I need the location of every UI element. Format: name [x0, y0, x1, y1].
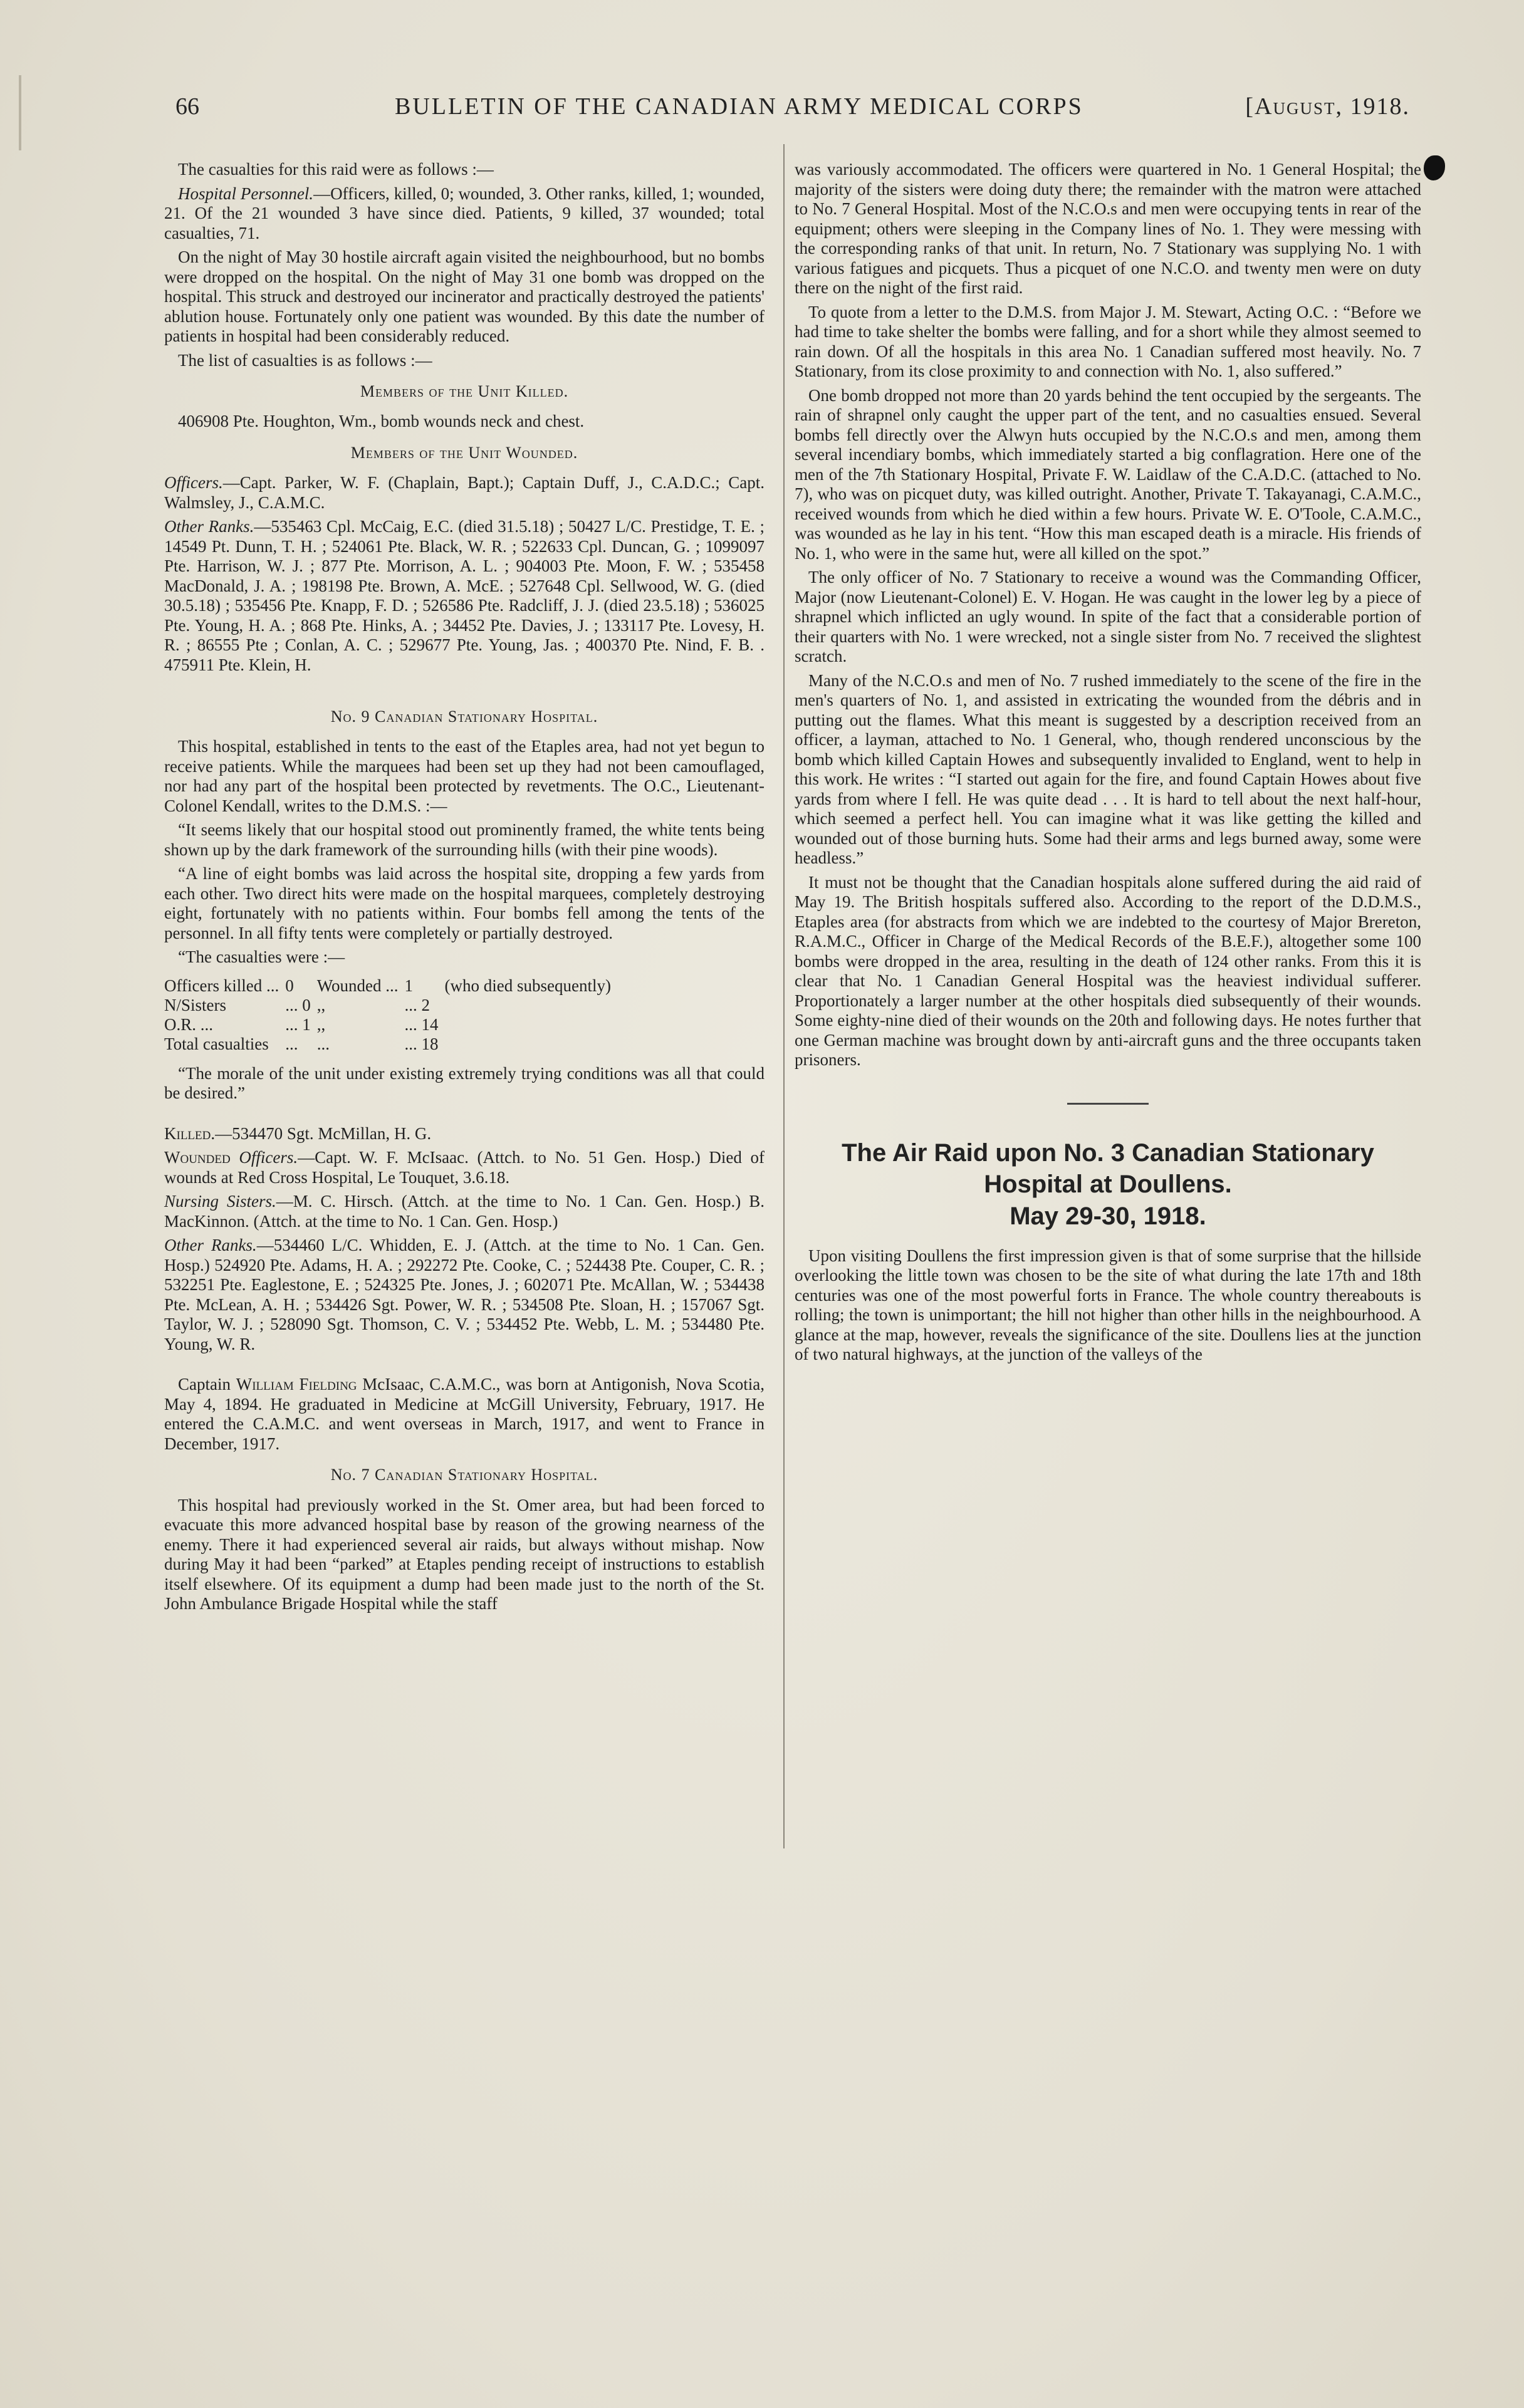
right-column [795, 160, 1421, 1369]
casualty-text: —Capt. W. F. McIsaac. (Attch. to No. 51 Gen. Hosp.) Died of wounds at Red Cross Hospital, Le Touquet, 3.6.18. [164, 1148, 765, 1187]
table-cell [445, 996, 617, 1015]
page-number: 66 [175, 93, 199, 120]
casualty-list [164, 1192, 765, 1231]
paragraph: It must not be thought that the Canadian hospitals alone suffered during the aid raid of May 19. The British hospitals suffered also. According to the report of the D.D.M.S., Etaples area (for abstracts from which we are indebted to the courtesy of Major Brereton, R.A.M.C., Officer in Charge of the Medical Records of the B.E.F.), altogether some 100 bombs were dropped in the area, resulting in the death of 124 other ranks. From this it is clear that No. 1 Canadian General Hospital was the heaviest individual sufferer. Proportionately a larger number at the other hospitals died subsequently of their wounds. Some eighty-nine died of their wounds on the 20th and following days. He notes further that one German machine was brought down by anti-aircraft guns and the three occupants taken prisoners. [795, 872, 1421, 1069]
table-cell: 1 [404, 976, 414, 995]
casualty-list [164, 1236, 765, 1354]
table-cell: Wounded ... [316, 976, 399, 995]
casualty-table [164, 976, 617, 1054]
column-rule [783, 144, 785, 1848]
table-cell: ... [285, 1034, 298, 1053]
section-heading: No. 9 Canadian Stationary Hospital. [330, 707, 598, 726]
left-column [164, 160, 765, 1618]
table-cell: ... 18 [404, 1034, 439, 1053]
paragraph [164, 184, 765, 244]
table-row [164, 976, 617, 996]
section-heading: Members of the Unit Killed. [360, 382, 569, 400]
casualty-text: —534470 Sgt. McMillan, H. G. [215, 1123, 432, 1143]
table-cell: Officers killed ... [164, 976, 279, 995]
run-in-heading: Killed. [164, 1123, 216, 1143]
run-in-heading: Nursing Sisters. [164, 1192, 276, 1211]
section-heading: Members of the Unit Wounded. [350, 443, 578, 462]
table-row [164, 1035, 617, 1054]
bio-prefix: Captain [178, 1375, 236, 1394]
biography-paragraph [164, 1375, 765, 1454]
table-cell: Total casualties [164, 1034, 269, 1053]
paragraph-text: —Officers, killed, 0; wounded, 3. Other ranks, killed, 1; wounded, 21. Of the 21 wounded 3 have since died. Patients, 9 killed, 37 wounded; total casualties, 71. [164, 184, 765, 242]
casualty-list [164, 1124, 765, 1144]
run-in-heading: Wounded [164, 1148, 239, 1167]
run-in-heading: Other Ranks. [164, 517, 254, 536]
paragraph: The casualties for this raid were as follows :— [178, 160, 494, 179]
issue-date: [August, 1918. [1245, 93, 1410, 120]
paragraph: To quote from a letter to the D.M.S. from Major J. M. Stewart, Acting O.C. : “Before we had time to take shelter the bombs were falling, and for a short while they almost seemed to rain down. Of all the hospitals in this area No. 1 Canadian suffered most heavily. No. 7 Stationary, from its close proximity to and connection with No. 1, also suffered.” [795, 302, 1421, 380]
casualty-text: —534460 L/C. Whidden, E. J. (Attch. at the time to No. 1 Can. Gen. Hosp.) 524920 Pte. Adams, H. A. ; 292272 Pte. Cooke, C. ; 524438 Pte. Couper, C. R. ; 532251 Pte. Eaglestone, E. ; 524325 Pte. Jones, J. ; 602071 Pte. McAllan, W. ; 534438 Pte. McLean, A. H. ; 534426 Sgt. Power, W. R. ; 534508 Pte. Sloan, H. ; 157067 Sgt. Taylor, W. J. ; 528090 Sgt. Thomson, C. V. ; 534452 Pte. Webb, L. M. ; 534480 Pte. Young, W. R. [164, 1236, 765, 1353]
table-cell: 0 [285, 976, 294, 995]
casualty-text: —M. C. Hirsch. (Attch. at the time to No. 1 Can. Gen. Hosp.) B. MacKinnon. (Attch. at the time to No. 1 Can. Gen. Hosp.) [164, 1192, 765, 1231]
table-cell: ... 2 [404, 995, 431, 1014]
paragraph: One bomb dropped not more than 20 yards behind the tent occupied by the sergeants. The rain of shrapnel only caught the upper part of the tent, and no casualties ensued. Several bombs fell directly over the Alwyn huts occupied by the N.C.O.s and men, among them several incendiary bombs, which immediately started a big conflagration. Here one of the men of the 7th Stationary Hospital, Private F. W. Laidlaw of the C.A.D.C. (attached to No. 7), who was on picquet duty, was killed outright. Another, Private T. Takayanagi, C.A.M.C., received wounds from which he died within a few hours. Private W. E. O'Toole, C.A.M.C., was wounded as he lay in his tent. “How this man escaped death is a miracle. His friends of No. 1, who were in the same hut, were all killed on the spot.” [795, 385, 1421, 563]
run-in-heading: Officers. [164, 473, 223, 493]
table-cell: ... 1 [285, 1014, 311, 1034]
paragraph: “The morale of the unit under existing extremely trying conditions was all that could be desired.” [164, 1063, 765, 1103]
journal-title: BULLETIN OF THE CANADIAN ARMY MEDICAL CORPS [395, 93, 1083, 120]
casualty-list [164, 517, 765, 675]
running-header [157, 93, 1422, 130]
section-divider [1067, 1103, 1149, 1105]
run-in-heading: Hospital Personnel. [178, 184, 314, 203]
paragraph: Upon visiting Doullens the first impression given is that of some surprise that the hillside overlooking the little town was chosen to be the site of what during the late 17th and 18th centuries was one of the most powerful forts in France. The whole country thereabouts is rolling; the town is unimportant; the hill not higher than other hills in the neighbourhood. A glance at the map, however, reveals the significance of the site. Doullens lies at the junction of two natural highways, at the junction of the valleys of the [795, 1246, 1421, 1364]
article-date: May 29-30, 1918. [1010, 1202, 1206, 1230]
paragraph: Many of the N.C.O.s and men of No. 7 rushed immediately to the scene of the fire in the men's quarters of No. 1, and assisted in extricating the wounded from the débris and in putting out the flames. What this meant is suggested by a description received from an officer, a layman, attached to No. 1 General, who, though rendered unconscious by the bomb which killed Captain Howes and subsequently invalided to England, went to help in this work. He writes : “I started out again for the fire, and found Captain Howes about five yards from where I fell. He was quite dead . . . It is hard to tell about the next half-hour, which seemed a perfect hell. You can imagine what it was like getting the killed and wounded out of those burning huts. Some had their arms and legs burned away, some were headless.” [795, 670, 1421, 867]
run-in-heading: Officers. [239, 1148, 298, 1167]
section-heading: No. 7 Canadian Stationary Hospital. [330, 1466, 598, 1484]
ink-blot [1424, 155, 1445, 180]
table-row [164, 996, 617, 1015]
table-cell [445, 1035, 617, 1054]
casualty-list [164, 1148, 765, 1187]
article-title: The Air Raid upon No. 3 Canadian Stationary Hospital at Doullens. [842, 1139, 1374, 1198]
table-cell: ... 14 [404, 1014, 439, 1034]
paragraph: “The casualties were :— [178, 947, 345, 967]
paragraph: This hospital, established in tents to the east of the Etaples area, had not yet begun to receive patients. While the marquees had been set up they had not been camouflaged, nor had any part of the hospital been protected by revetments. The O.C., Lieutenant-Colonel Kendall, writes to the D.M.S. :— [164, 737, 765, 815]
table-cell: (who died subsequently) [444, 976, 611, 995]
casualty-text: —535463 Cpl. McCaig, E.C. (died 31.5.18) ; 50427 L/C. Prestidge, T. E. ; 14549 Pt. Dunn, T. H. ; 524061 Pte. Black, W. R. ; 522633 Cpl. Duncan, G. ; 1099097 Pte. Harrison, W. J. ; 877 Pte. Morrison, A. L. ; 904003 Pte. Moon, F. W. ; 535458 MacDonald, J. A. ; 198198 Pte. Brown, A. McE. ; 527648 Cpl. Sellwood, W. G. (died 30.5.18) ; 535456 Pte. Knapp, F. D. ; 526586 Pte. Radcliff, J. J. (died 23.5.18) ; 536025 Pte. Young, H. A. ; 868 Pte. Hinks, A. ; 34452 Pte. Davies, J. ; 133117 Pte. Lovesy, H. R. ; 86555 Pte ; Conlan, A. C. ; 529677 Pte. Young, Jas. ; 400370 Pte. Nind, F. B. . 475911 Pte. Klein, H. [164, 517, 765, 674]
table-cell: ... [316, 1034, 330, 1053]
paragraph: was variously accommodated. The officers were quartered in No. 1 General Hospital; the majority of the sisters were doing duty there; the remainder with the matron were attached to No. 7 General Hospital. Most of the N.C.O.s and men were occupying tents in rear of the equipment; others were sleeping in the Company lines of No. 1. They were messing with the corresponding ranks of that unit. In return, No. 7 Stationary was supplying No. 1 with various fatigues and picquets. Thus a picquet of one N.C.O. and twenty men were on duty there on the night of the first raid. [795, 160, 1421, 297]
bio-name: William Fielding [236, 1375, 357, 1394]
run-in-heading: Other Ranks. [164, 1236, 257, 1255]
paragraph: “It seems likely that our hospital stood out prominently framed, the white tents being shown up by the dark framework of the surrounding hills (with their pine woods). [164, 820, 765, 859]
casualty-text: —Capt. Parker, W. F. (Chaplain, Bapt.); Captain Duff, J., C.A.D.C.; Capt. Walmsley, J., C.A.M.C. [164, 473, 765, 512]
table-cell: ,, [316, 1014, 326, 1034]
table-cell: O.R. ... [164, 1014, 214, 1034]
table-cell: ,, [316, 995, 326, 1014]
table-cell: N/Sisters [164, 995, 227, 1014]
paragraph: The only officer of No. 7 Stationary to receive a wound was the Commanding Officer, Major (now Lieutenant-Colonel) E. V. Hogan. He was caught in the lower leg by a piece of shrapnel which inflicted an ugly wound. In spite of the fact that a considerable portion of their quarters with No. 1 were wrecked, not a single sister from No. 7 received the slightest scratch. [795, 568, 1421, 665]
table-cell [445, 1015, 617, 1035]
paragraph: “A line of eight bombs was laid across the hospital site, dropping a few yards from each other. Two direct hits were made on the hospital marquees, completely destroying eight, fortunately with no patients within. Four bombs fell among the tents of the personnel. In all fifty tents were completely or partially destroyed. [164, 864, 765, 942]
table-cell: ... 0 [285, 995, 311, 1014]
casualty-entry: 406908 Pte. Houghton, Wm., bomb wounds neck and chest. [178, 412, 585, 431]
casualty-list [164, 473, 765, 513]
paragraph: On the night of May 30 hostile aircraft again visited the neighbourhood, but no bombs were dropped on the hospital. On the night of May 31 one bomb was dropped on the hospital. This struck and destroyed our incinerator and practically destroyed the patients' ablution house. Fortunately only one patient was wounded. By this date the number of patients in hospital had been considerably reduced. [164, 248, 765, 345]
paragraph: The list of casualties is as follows :— [178, 350, 432, 370]
table-row [164, 1015, 617, 1035]
paragraph: This hospital had previously worked in the St. Omer area, but had been forced to evacuate this more advanced hospital base by reason of the growing nearness of the enemy. There it had experienced several air raids, but always without mishap. Now during May it had been “parked” at Etaples pending receipt of instructions to establish itself elsewhere. Of its equipment a dump had been made just to the north of the St. John Ambulance Brigade Hospital while the staff [164, 1495, 765, 1613]
bio-text: McIsaac, C.A.M.C., was born at Antigonish, Nova Scotia, May 4, 1894. He graduated in Medicine at McGill University, February, 1917. He entered the C.A.M.C. and went overseas in March, 1917, and went to France in December, 1917. [164, 1375, 765, 1453]
page-edge-mark [19, 75, 21, 150]
